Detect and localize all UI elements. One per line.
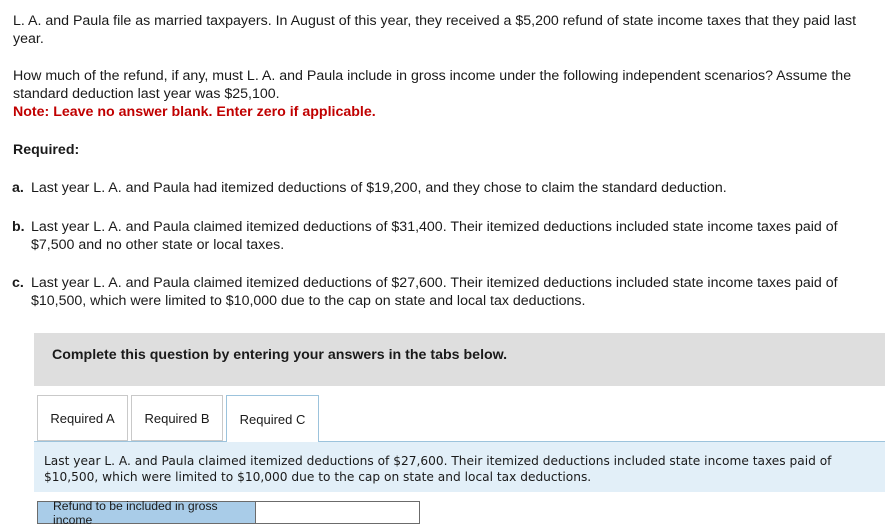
requirement-c <box>12 274 884 310</box>
panel-text: Last year L. A. and Paula claimed itemized deductions of $27,600. Their itemized deductions included state income taxes paid of $10,500, which were limited to $10,000 due to the cap on state and local tax deductions. <box>44 454 832 484</box>
requirement-a-text: Last year L. A. and Paula had itemized deductions of $19,200, and they chose to claim the standard deduction. <box>31 180 727 196</box>
instructions-text: Complete this question by entering your answers in the tabs below. <box>52 347 508 363</box>
tab-required-a[interactable]: Required A <box>37 395 128 441</box>
requirement-b-label: b. <box>12 219 25 235</box>
tab-required-b[interactable]: Required B <box>131 395 223 441</box>
requirement-c-label: c. <box>12 275 24 291</box>
tab-panel <box>34 441 885 492</box>
problem-question <box>13 67 883 121</box>
requirement-c-text: Last year L. A. and Paula claimed itemized deductions of $27,600. Their itemized deductions included state income taxes paid of $10,500, which were limited to $10,000 due to the cap on state and local tax deductions. <box>31 275 838 309</box>
answer-cell <box>256 502 419 523</box>
answer-label: Refund to be included in gross income <box>38 502 256 523</box>
refund-input[interactable] <box>256 502 419 523</box>
note-text: Note: Leave no answer blank. Enter zero if applicable. <box>13 104 376 120</box>
problem-intro: L. A. and Paula file as married taxpayers. In August of this year, they received a $5,200 refund of state income taxes that they paid last year. <box>13 13 857 47</box>
required-heading: Required: <box>13 142 80 158</box>
answer-row <box>37 498 420 527</box>
instructions-box <box>34 333 885 386</box>
requirement-b <box>12 218 884 254</box>
requirement-b-text: Last year L. A. and Paula claimed itemized deductions of $31,400. Their itemized deductions included state income taxes paid of $7,500 and no other state or local taxes. <box>31 219 838 253</box>
requirement-a <box>12 179 884 197</box>
tab-required-c[interactable]: Required C <box>226 395 319 442</box>
question-text: How much of the refund, if any, must L. A. and Paula include in gross income under the following independent scenarios? Assume the standard deduction last year was $25,100. <box>13 68 852 102</box>
requirement-a-label: a. <box>12 180 24 196</box>
